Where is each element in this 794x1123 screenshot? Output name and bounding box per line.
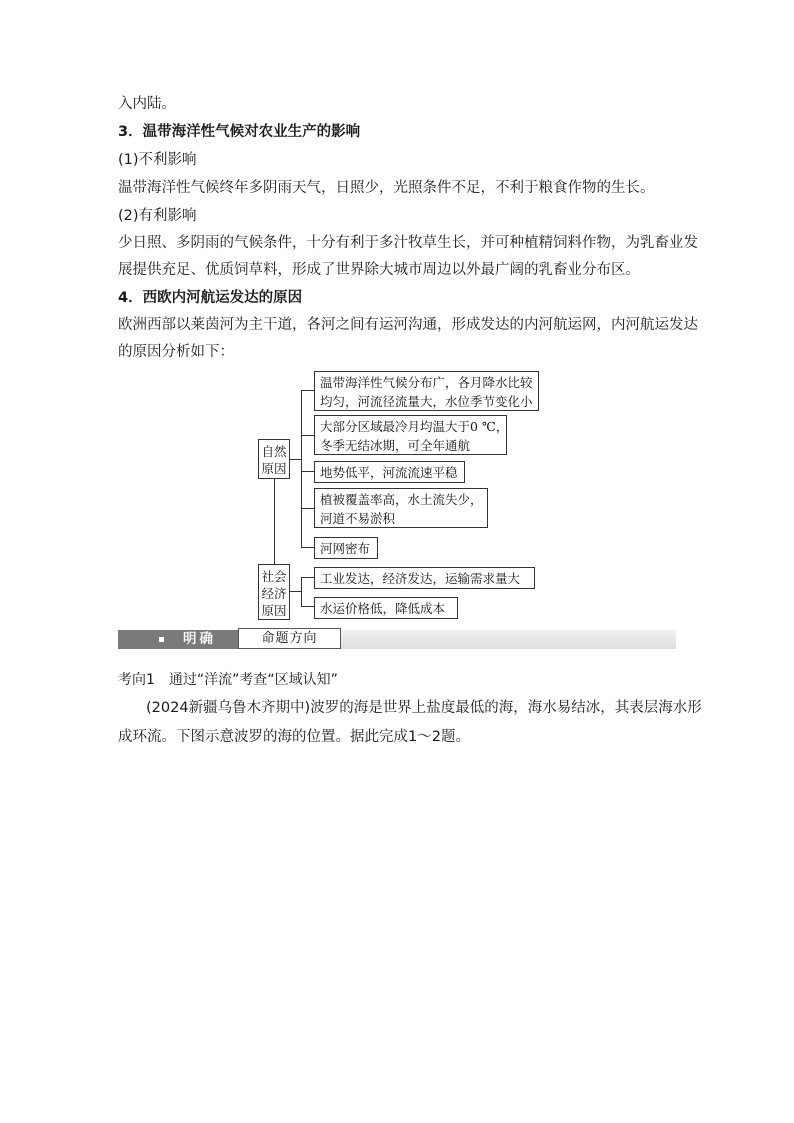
- question-intro-line: 成环流。下图示意波罗的海的位置。据此完成1～2题。: [118, 729, 470, 745]
- natural-item-river-network: 河网密布: [314, 537, 378, 559]
- banner-subtitle: 命题方向: [238, 628, 341, 649]
- heading-4: 4．西欧内河航运发达的原因: [118, 290, 303, 306]
- natural-item-vegetation: 植被覆盖率高，水土流失少， 河道不易淤积: [314, 488, 488, 528]
- text-line: 的原因分析如下：: [118, 344, 234, 360]
- exam-direction-heading: 考向1 通过“洋流”考查“区域认知”: [118, 672, 338, 688]
- heading-3: 3．温带海洋性气候对农业生产的影响: [118, 124, 361, 140]
- square-bullet-icon: [159, 637, 164, 642]
- banner-dark-bar: [118, 630, 238, 649]
- social-item-cost: 水运价格低，降低成本: [314, 597, 458, 619]
- question-intro-line: (2024新疆乌鲁木齐期中)波罗的海是世界上盐度最低的海，海水易结冰，其表层海水形: [146, 700, 702, 716]
- natural-item-climate: 温带海洋性气候分布广，各月降水比较 均匀，河流径流量大，水位季节变化小: [314, 371, 539, 411]
- subheading-disadvantage: (1)不利影响: [118, 152, 197, 168]
- text-line: 展提供充足、优质饲草料，形成了世界除大城市周边以外最广阔的乳畜业分布区。: [118, 262, 640, 278]
- section-banner: [118, 630, 676, 649]
- text-line: 少日照、多阴雨的气候条件，十分有利于多汁牧草生长，并可种植精饲料作物，为乳畜业发: [118, 235, 698, 251]
- social-item-industry: 工业发达，经济发达，运输需求量大: [314, 567, 535, 589]
- natural-item-no-freeze: 大部分区域最冷月均温大于0 ℃， 冬季无结冰期，可全年通航: [314, 415, 507, 455]
- banner-title: 明确: [183, 631, 216, 647]
- subheading-advantage: (2)有利影响: [118, 208, 197, 224]
- natural-item-terrain: 地势低平，河流流速平稳: [314, 461, 465, 483]
- social-cause-label: 社会 经济 原因: [258, 564, 290, 620]
- text-line: 欧洲西部以莱茵河为主干道，各河之间有运河沟通，形成发达的内河航运网，内河航运发达: [118, 317, 698, 333]
- text-line: 温带海洋性气候终年多阴雨天气，日照少，光照条件不足，不利于粮食作物的生长。: [118, 180, 655, 196]
- natural-cause-label: 自然 原因: [258, 439, 290, 479]
- text-line: 入内陆。: [118, 96, 176, 112]
